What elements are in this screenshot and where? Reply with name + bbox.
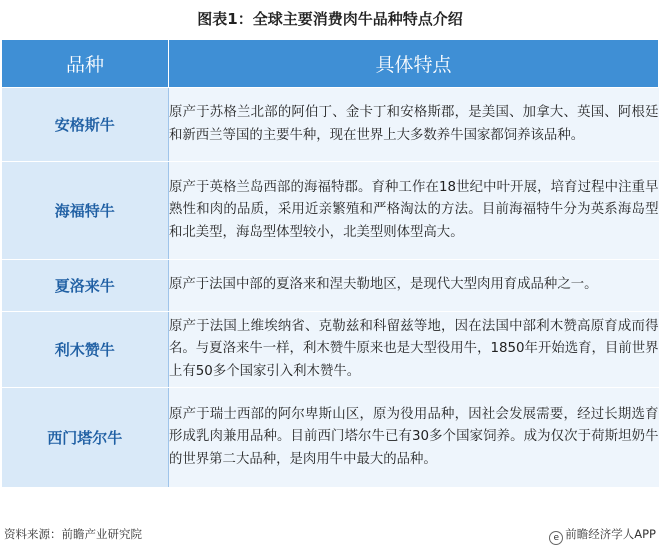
breed-name: 海福特牛 (2, 162, 169, 260)
breed-description: 原产于英格兰岛西部的海福特郡。育种工作在18世纪中叶开展，培育过程中注重早熟性和肉的品质，采用近亲繁殖和严格淘汰的方法。目前海福特牛分为英系海岛型和北美型，海岛型体型较小，北美型则体型高大。 (169, 162, 659, 260)
breed-description: 原产于法国中部的夏洛来和涅夫勒地区，是现代大型肉用育成品种之一。 (169, 260, 659, 312)
breed-name: 夏洛来牛 (2, 260, 169, 312)
table-header-row (2, 40, 659, 88)
table-row (2, 388, 659, 488)
breed-name: 西门塔尔牛 (2, 388, 169, 488)
breed-name: 利木赞牛 (2, 312, 169, 388)
header-features: 具体特点 (169, 40, 659, 88)
table-row (2, 88, 659, 162)
table-row (2, 260, 659, 312)
breed-description: 原产于苏格兰北部的阿伯丁、金卡丁和安格斯郡，是美国、加拿大、英国、阿根廷和新西兰等国的主要牛种，现在世界上大多数养牛国家都饲养该品种。 (169, 88, 659, 162)
brand-name: 前瞻经济学人APP (565, 527, 656, 541)
breed-name: 安格斯牛 (2, 88, 169, 162)
breed-table (1, 39, 659, 488)
chart-title: 图表1：全球主要消费肉牛品种特点介绍 (197, 10, 463, 28)
qianzhan-logo-icon: e (549, 531, 563, 545)
table-row (2, 312, 659, 388)
brand-credit (549, 526, 656, 545)
header-breed: 品种 (2, 40, 169, 88)
breed-description: 原产于法国上维埃纳省、克勒兹和科留兹等地，因在法国中部利木赞高原育成而得名。与夏洛来牛一样，利木赞牛原来也是大型役用牛，1850年开始选育，目前世界上有50多个国家引入利木赞牛。 (169, 312, 659, 388)
source-note: 资料来源：前瞻产业研究院 (4, 527, 142, 541)
breed-description: 原产于瑞士西部的阿尔卑斯山区，原为役用品种，因社会发展需要，经过长期选育形成乳肉兼用品种。目前西门塔尔牛已有30多个国家饲养。成为仅次于荷斯坦奶牛的世界第二大品种，是肉用牛中最大的品种。 (169, 388, 659, 488)
table-row (2, 162, 659, 260)
